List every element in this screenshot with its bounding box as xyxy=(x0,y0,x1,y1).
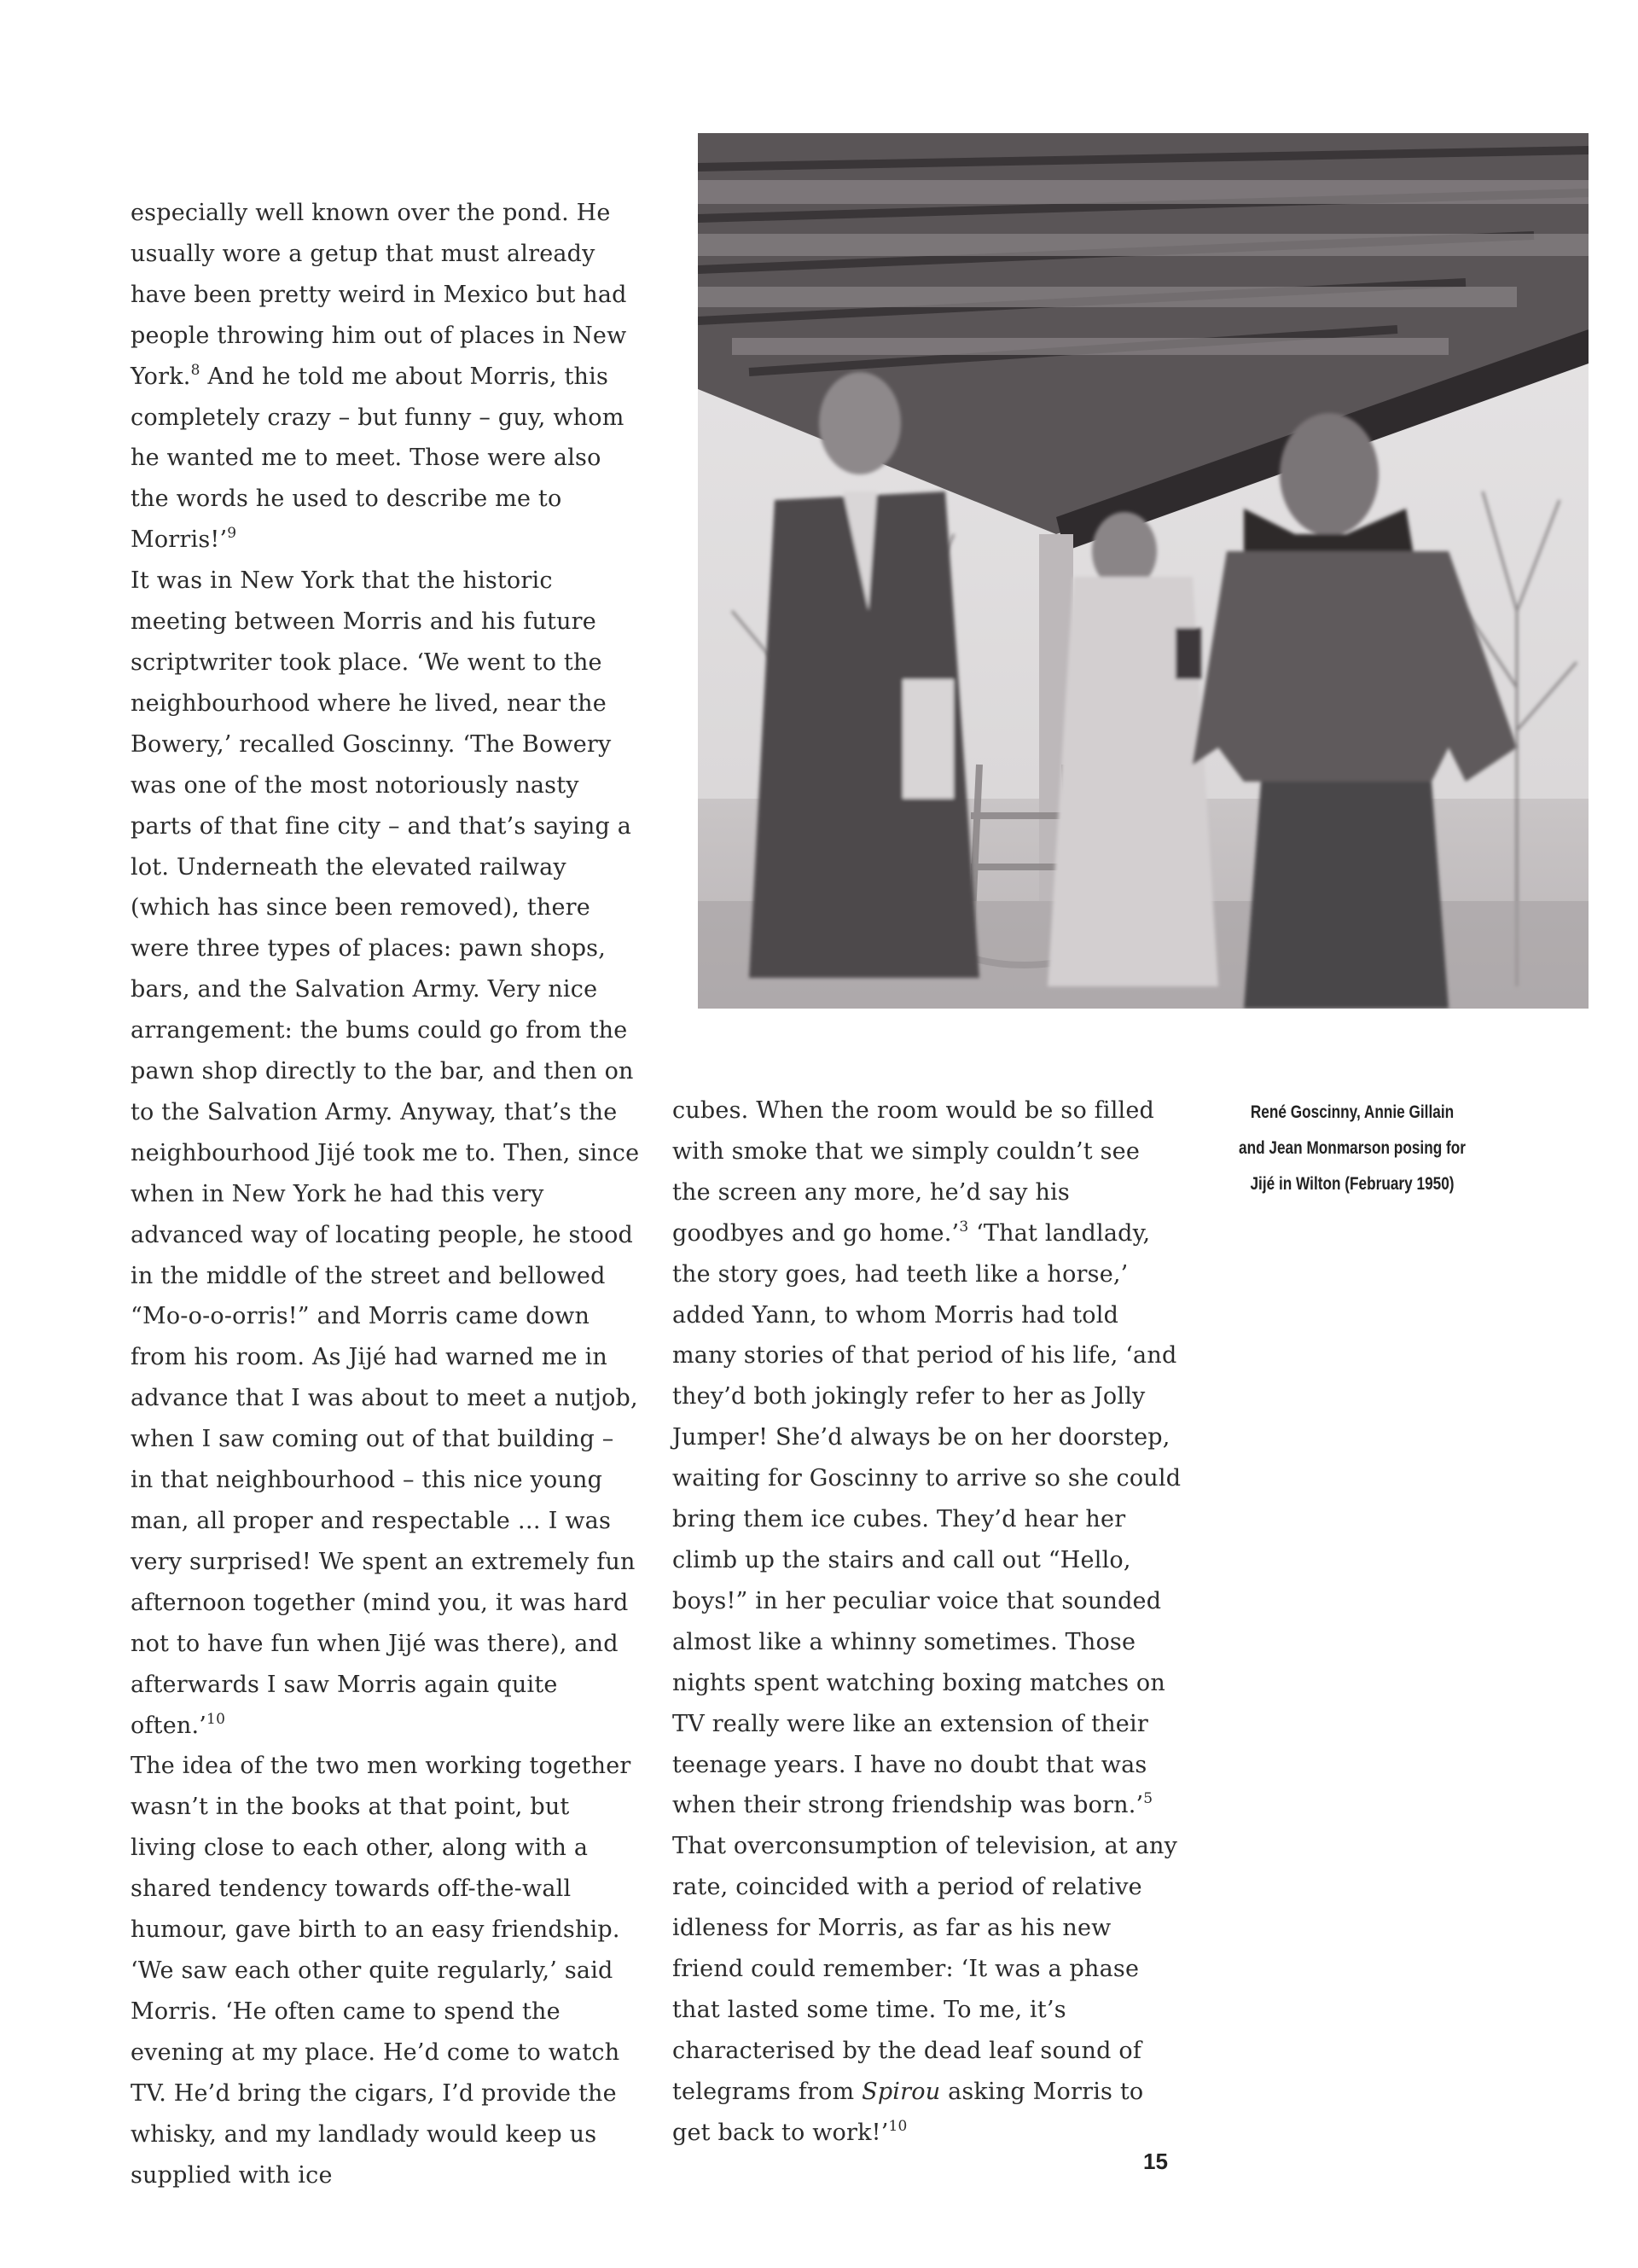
footnote-ref: 3 xyxy=(959,1218,969,1236)
footnote-ref: 9 xyxy=(227,525,237,543)
paragraph-3: The idea of the two men working together wasn’t in the books at that point, but living close to each other, along with a shared tendency towards off-the-wall humour, gave birth to an easy friendship. ‘We saw each other quite regularly,’ said Morris. ‘He often came to spend the evening at my place. He’d come to watch TV. He’d bring the cigars, I’d provide the whisky, and my landlady would keep us supplied with ice xyxy=(131,1753,631,2189)
photo-caption: René Goscinny, Annie Gillain and Jean Monmarson posing for Jijé in Wilton (February 1950) xyxy=(1239,1102,1466,1194)
photo-illustration xyxy=(698,133,1589,1009)
page-number: 15 xyxy=(1143,2149,1168,2174)
left-text-column xyxy=(131,193,642,2195)
paragraph-4: cubes. When the room would be so filled with smoke that we simply couldn’t see the screen any more, he’d say his goodbyes and go home.’$^3$ ‘That landlady, the story goes, had teeth like a horse,’ added Yann, to whom Morris had told many stories of that period of his life, ‘and they’d both jokingly refer to her as Jolly Jumper! She’d always be on her doorstep, waiting for Goscinny to arrive so she could bring them ice cubes. They’d hear her climb up the stairs and call out “Hello, boys!” in her peculiar voice that sounded almost like a whinny sometimes. Those nights spent watching boxing matches on TV really were like an extension of their teenage years. I have no doubt that was when their strong friendship was born.’$^5$ xyxy=(672,1097,1182,1819)
footnote-ref: 8 xyxy=(190,361,200,379)
paragraph-5: That overconsumption of television, at any rate, coincided with a period of relative idleness for Morris, as far as his new friend could remember: ‘It was a phase that lasted some time. To me, it’s characterised by the dead leaf sound of telegrams from Spirou asking Morris to get back to work!’$^{10}$ xyxy=(672,1833,1178,2146)
middle-text-column xyxy=(672,1090,1184,2154)
magazine-title: Spirou xyxy=(862,2078,941,2105)
footnote-ref: 10 xyxy=(888,2117,908,2135)
paragraph-1: especially well known over the pond. He usually wore a getup that must already have been pretty weird in Mexico but had people throwing him out of places in New York.$^8$ And he told me about Morris, this completely crazy – but funny – guy, whom he wanted me to meet. Those were also the words he used to describe me to Morris!’$^9$ xyxy=(131,200,627,554)
paragraph-2: It was in New York that the historic meeting between Morris and his future scriptwriter took place. ‘We went to the neighbourhood where he lived, near the Bowery,’ recalled Goscinny. ‘The Bowery was one of the most notoriously nasty parts of that fine city – and that’s saying a lot. Underneath the elevated railway (which has since been removed), there were three types of places: pawn shops, bars, and the Salvation Army. Very nice arrangement: the bums could go from the pawn shop directly to the bar, and then on to the Salvation Army. Anyway, that’s the neighbourhood Jijé took me to. Then, since when in New York he had this very advanced way of locating people, he stood in the middle of the street and bellowed “Mo-o-o-orris!” and Morris came down from his room. As Jijé had warned me in advance that I was about to meet a nutjob, when I saw coming out of that building – in that neighbourhood – this nice young man, all proper and respectable … I was very surprised! We spent an extremely fun afternoon together (mind you, it was hard not to have fun when Jijé was there), and afterwards I saw Morris again quite often.’$^{10}$ xyxy=(131,567,640,1739)
footnote-ref: 5 xyxy=(1143,1790,1153,1808)
photograph xyxy=(698,133,1589,1009)
footnote-ref: 10 xyxy=(206,1710,226,1728)
